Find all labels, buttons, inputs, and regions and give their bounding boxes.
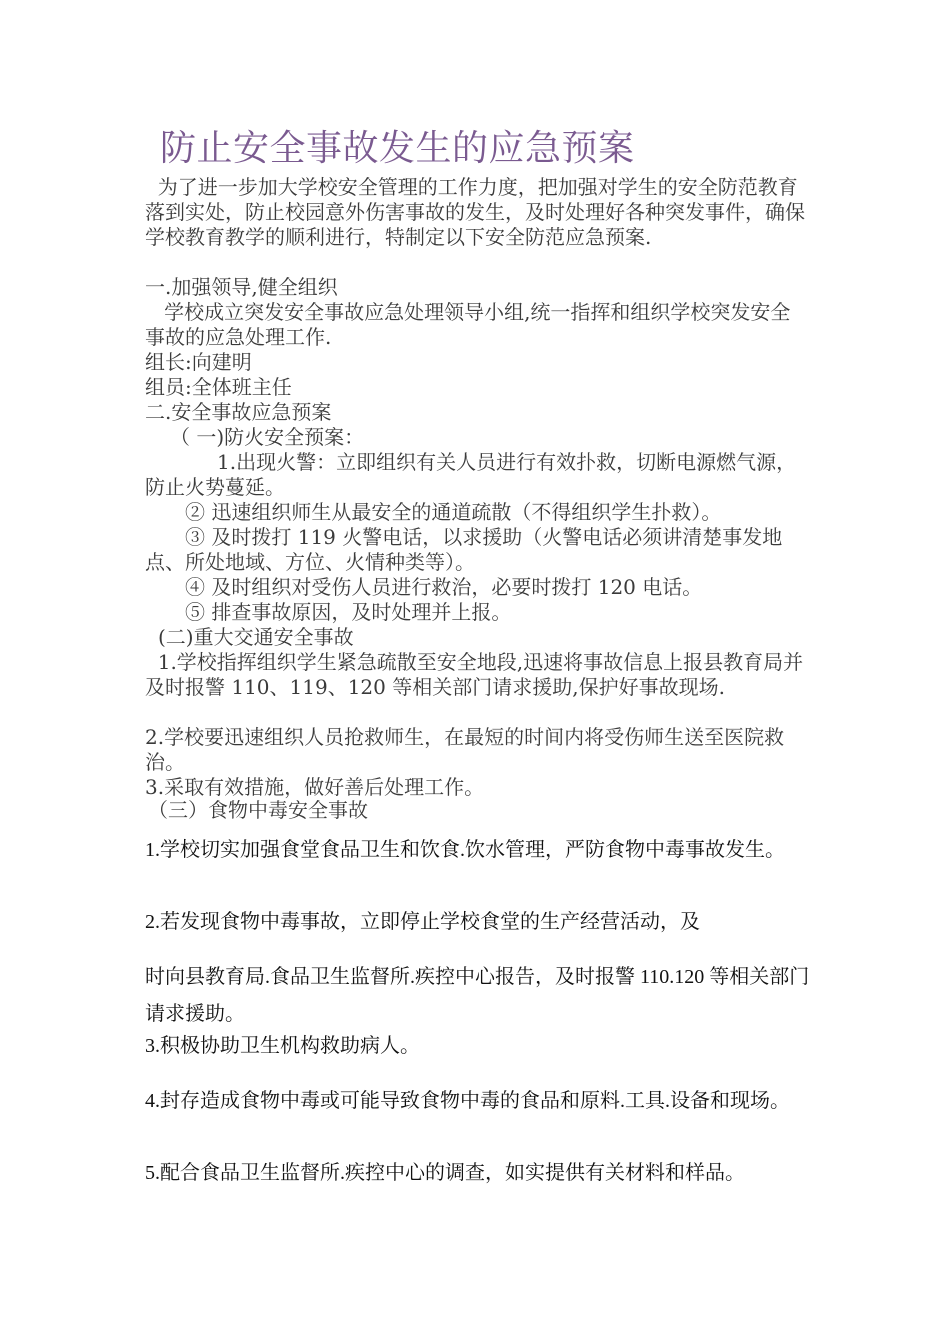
food-item-1: 1.学校切实加强食堂食品卫生和饮食.饮水管理，严防食物中毒事故发生。 (145, 839, 785, 861)
fire-plan-heading: （ 一)防火安全预案： (170, 425, 365, 449)
food-item-2-line-1: 2.若发现食物中毒事故，立即停止学校食堂的生产经营活动，及 (145, 911, 700, 933)
traffic-item-3: 3.采取有效措施，做好善后处理工作。 (145, 775, 485, 799)
fire-item-1: 1.出现火警：立即组织有关人员进行有效扑救，切断电源燃气源，防止火势蔓延。 (145, 450, 797, 499)
traffic-item-1: 1.学校指挥组织学生紧急疏散至安全地段,迅速将事故信息上报县教育局并及时报警 110、119、120 等相关部门请求援助,保护好事故现场. (145, 650, 804, 699)
food-item-2-line-2: 时向县教育局.食品卫生监督所.疾控中心报告，及时报警 110.120 等相关部门请求援助。 (145, 966, 810, 1025)
traffic-heading: (二)重大交通安全事故 (158, 625, 354, 649)
food-heading: （三）食物中毒安全事故 (148, 798, 368, 822)
section-2-heading: 二.安全事故应急预案 (145, 400, 332, 424)
fire-item-2: ② 迅速组织师生从最安全的通道疏散（不得组织学生扑救）。 (185, 500, 722, 524)
section-1-body: 学校成立突发安全事故应急处理领导小组,统一指挥和组织学校突发安全事故的应急处理工作. (145, 300, 791, 349)
document-title: 防止安全事故发生的应急预案 (160, 128, 635, 169)
food-item-5: 5.配合食品卫生监督所.疾控中心的调查，如实提供有关材料和样品。 (145, 1162, 745, 1184)
section-1-heading: 一.加强领导,健全组织 (145, 275, 338, 299)
group-leader: 组长:向建明 (145, 350, 252, 374)
food-item-4: 4.封存造成食物中毒或可能导致食物中毒的食品和原料.工具.设备和现场。 (145, 1090, 790, 1112)
fire-item-4: ④ 及时组织对受伤人员进行救治，必要时拨打 120 电话。 (185, 575, 703, 599)
food-item-3: 3.积极协助卫生机构救助病人。 (145, 1035, 420, 1057)
fire-item-3: ③ 及时拨打 119 火警电话，以求援助（火警电话必须讲清楚事发地点、所处地域、方位、火情种类等）。 (145, 525, 783, 574)
intro-paragraph: 为了进一步加大学校安全管理的工作力度，把加强对学生的安全防范教育落到实处，防止校园意外伤害事故的发生，及时处理好各种突发事件，确保学校教育教学的顺利进行，特制定以下安全防范应急预案. (145, 175, 805, 249)
traffic-item-2: 2.学校要迅速组织人员抢救师生，在最短的时间内将受伤师生送至医院救治。 (145, 725, 785, 774)
group-members: 组员:全体班主任 (145, 375, 292, 399)
fire-item-5: ⑤ 排查事故原因，及时处理并上报。 (185, 600, 512, 624)
